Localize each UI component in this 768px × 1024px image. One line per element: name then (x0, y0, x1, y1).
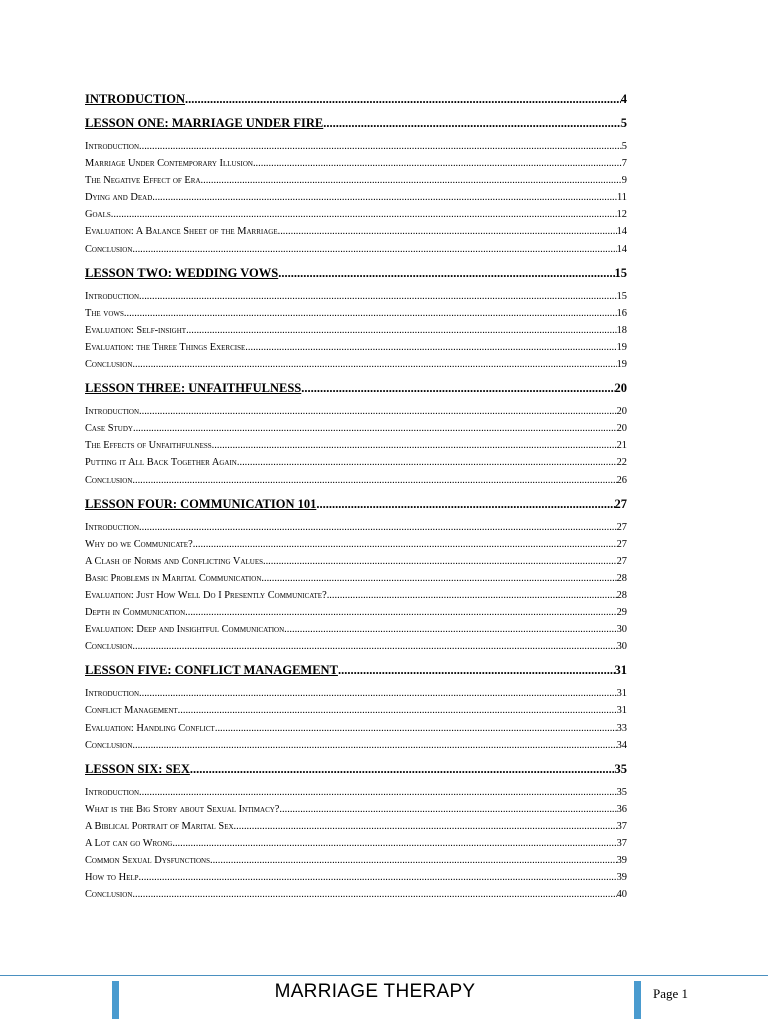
toc-lesson-heading[interactable] (85, 495, 627, 513)
toc-entry-title: Introduction (85, 688, 140, 700)
toc-entry-title: LESSON TWO: WEDDING VOWS (85, 265, 279, 280)
toc-entry[interactable] (85, 685, 627, 702)
toc-entry-title: Depth in Communication (85, 607, 186, 619)
toc-leader-dots (212, 437, 617, 454)
toc-page-number: 27 (616, 538, 627, 550)
toc-entry-title: Conclusion (85, 889, 133, 901)
toc-page-number: 34 (616, 739, 627, 751)
toc-entry-title: A Biblical Portrait of Marital Sex (85, 820, 234, 832)
toc-page-number: 15 (616, 290, 627, 302)
toc-page-number: 33 (616, 722, 627, 734)
toc-entry[interactable] (85, 536, 627, 553)
toc-page-number: 36 (616, 803, 627, 815)
toc-page-number: 9 (621, 175, 627, 187)
toc-entry[interactable] (85, 437, 627, 454)
toc-entry-title: LESSON ONE: MARRIAGE UNDER FIRE (85, 116, 324, 130)
toc-entry-title: Introduction (85, 786, 140, 798)
toc-page-number: 19 (616, 359, 627, 371)
toc-page-number: 27 (616, 521, 627, 533)
toc-entry[interactable] (85, 356, 627, 373)
toc-leader-dots (139, 685, 617, 702)
toc-leader-dots (186, 322, 617, 339)
toc-page-number: 30 (616, 624, 627, 636)
toc-lesson-heading[interactable] (85, 264, 627, 282)
toc-leader-dots (139, 138, 622, 155)
toc-entry[interactable] (85, 570, 627, 587)
toc-page-number: 35 (616, 786, 627, 798)
toc-leader-dots (323, 114, 621, 132)
toc-entry-title: Putting it All Back Together Again (85, 457, 237, 469)
toc-entry-title: Evaluation: the Three Things Exercise (85, 341, 246, 353)
toc-leader-dots (234, 818, 617, 835)
toc-leader-dots (215, 720, 617, 737)
toc-leader-dots (152, 189, 617, 206)
toc-page-number: 11 (616, 192, 627, 204)
toc-page-number: 20 (616, 406, 627, 418)
toc-leader-dots (338, 661, 615, 679)
toc-page-number: 28 (616, 589, 627, 601)
toc-page-number: 39 (616, 872, 627, 884)
toc-page-number: 37 (616, 838, 627, 849)
toc-entry[interactable] (85, 638, 627, 655)
toc-page-number: 37 (616, 820, 627, 832)
toc-entry[interactable] (85, 519, 627, 536)
toc-entry-title: Evaluation: Self-insight (85, 324, 187, 336)
toc-page-number: 22 (616, 457, 627, 469)
toc-page-number: 31 (616, 705, 627, 717)
toc-lesson-heading[interactable] (85, 661, 627, 679)
toc-page-number: 39 (616, 855, 627, 867)
footer-left-accent-bar (112, 981, 119, 1019)
toc-entry-title: LESSON FIVE: CONFLICT MANAGEMENT (85, 663, 338, 678)
toc-entry[interactable] (85, 702, 627, 719)
toc-leader-dots (278, 223, 617, 240)
toc-entry[interactable] (85, 720, 627, 737)
toc-page-number: 5 (620, 116, 627, 130)
toc-lesson-heading[interactable] (85, 760, 627, 778)
toc-leader-dots (132, 886, 616, 903)
toc-entry[interactable] (85, 403, 627, 420)
toc-lesson-heading[interactable] (85, 379, 627, 397)
toc-leader-dots (201, 172, 622, 189)
toc-leader-dots (132, 737, 616, 754)
toc-page-number: 20 (614, 381, 627, 396)
toc-entry[interactable] (85, 189, 627, 206)
toc-entry-title: A Clash of Norms and Conflicting Values (85, 555, 263, 567)
toc-entry[interactable] (85, 223, 627, 240)
toc-entry-title: Evaluation: Handling Conflict (85, 722, 215, 734)
toc-page-number: 27 (616, 555, 627, 567)
toc-page-number: 31 (616, 688, 627, 700)
toc-entry-title: Evaluation: Deep and Insightful Communication (85, 624, 285, 636)
toc-entry-title: Evaluation: Just How Well Do I Presently Communicate? (85, 589, 327, 601)
toc-entry[interactable] (85, 784, 627, 801)
toc-entry-title: Evaluation: A Balance Sheet of the Marriage (85, 226, 278, 238)
toc-entry-title: Conclusion (85, 243, 133, 255)
toc-lesson-heading[interactable] (85, 114, 627, 132)
toc-leader-dots (139, 869, 617, 886)
toc-entry[interactable] (85, 869, 627, 886)
toc-page-number: 21 (616, 440, 627, 452)
toc-entry[interactable] (85, 172, 627, 189)
toc-entry-title: A Lot can go Wrong (85, 838, 173, 849)
toc-entry-title: Marriage Under Contemporary Illusion (85, 158, 253, 170)
toc-entry-title: Dying and Dead (85, 192, 153, 204)
toc-entry-title: The vows (85, 307, 124, 319)
toc-entry-title: Introduction (85, 141, 140, 152)
toc-entry[interactable] (85, 305, 627, 322)
toc-entry-title: Introduction (85, 406, 140, 418)
toc-entry[interactable] (85, 818, 627, 835)
toc-entry[interactable] (85, 621, 627, 638)
toc-page-number: 4 (620, 92, 627, 106)
toc-entry[interactable] (85, 138, 627, 155)
footer-right-accent-bar (634, 981, 641, 1019)
footer-page-number: Page 1 (653, 986, 689, 1001)
toc-entry-title: Conclusion (85, 474, 133, 486)
toc-page-number: 27 (614, 496, 627, 511)
toc-page-number: 29 (616, 607, 627, 619)
toc-entry-title: LESSON FOUR: COMMUNICATION 101 (85, 496, 317, 511)
toc-entry-title: The Negative Effect of Era (85, 175, 201, 187)
toc-entry-title: LESSON THREE: UNFAITHFULNESS (85, 381, 302, 396)
toc-entry[interactable] (85, 454, 627, 471)
toc-leader-dots (261, 570, 616, 587)
toc-entry[interactable] (85, 852, 627, 869)
toc-leader-dots (278, 264, 614, 282)
toc-entry[interactable] (85, 587, 627, 604)
toc-leader-dots (284, 621, 616, 638)
toc-leader-dots (111, 206, 617, 223)
toc-leader-dots (245, 339, 616, 356)
toc-entry-title: Case Study (85, 423, 133, 435)
toc-entry-title: Basic Problems in Marital Communication (85, 572, 262, 584)
toc-entry[interactable] (85, 206, 627, 223)
toc-entry[interactable] (85, 155, 627, 172)
toc-page-number: 16 (616, 307, 627, 319)
toc-leader-dots (132, 356, 616, 373)
toc-leader-dots (124, 305, 617, 322)
toc-leader-dots (316, 495, 614, 513)
toc-entry[interactable] (85, 288, 627, 305)
toc-leader-dots (301, 379, 614, 397)
toc-page-number: 14 (616, 243, 627, 255)
toc-entry[interactable] (85, 322, 627, 339)
toc-page-number: 26 (616, 474, 627, 486)
toc-entry[interactable] (85, 835, 627, 852)
toc-entry[interactable] (85, 472, 627, 489)
toc-entry-title: Common Sexual Dysfunctions (85, 855, 210, 867)
toc-entry-title: Introduction (85, 290, 140, 302)
toc-page-number: 31 (614, 663, 627, 678)
toc-leader-dots (185, 90, 621, 108)
toc-entry[interactable] (85, 801, 627, 818)
toc-leader-dots (139, 403, 617, 420)
toc-entry[interactable] (85, 553, 627, 570)
toc-leader-dots (190, 760, 615, 778)
toc-leader-dots (193, 536, 617, 553)
toc-page-number: 30 (616, 641, 627, 653)
toc-entry[interactable] (85, 241, 627, 258)
toc-page-number: 35 (614, 761, 627, 776)
toc-page-number: 7 (621, 158, 627, 170)
toc-leader-dots (253, 155, 622, 172)
toc-entry[interactable] (85, 737, 627, 754)
toc-leader-dots (133, 420, 617, 437)
toc-leader-dots (172, 835, 616, 852)
toc-leader-dots (132, 472, 616, 489)
toc-entry-title: What is the Big Story about Sexual Intimacy? (85, 803, 280, 815)
toc-page-number: 40 (616, 889, 627, 901)
toc-entry[interactable] (85, 604, 627, 621)
footer-divider (0, 975, 768, 976)
toc-entry-title: Conclusion (85, 641, 133, 653)
toc-leader-dots (185, 604, 616, 621)
toc-leader-dots (210, 852, 617, 869)
toc-entry-title: Conclusion (85, 739, 133, 751)
toc-entry-title: Conflict Management (85, 705, 178, 717)
toc-leader-dots (263, 553, 617, 570)
toc-page-number: 19 (616, 341, 627, 353)
toc-entry-title: The Effects of Unfaithfulness (85, 440, 212, 452)
toc-page-number: 18 (616, 324, 627, 336)
toc-page-number: 20 (616, 423, 627, 435)
table-of-contents (85, 90, 627, 903)
toc-leader-dots (139, 519, 617, 536)
toc-page-number: 28 (616, 572, 627, 584)
toc-entry-title: LESSON SIX: SEX (85, 761, 190, 776)
toc-page-number: 12 (616, 209, 627, 221)
toc-entry-title: How to Help (85, 872, 139, 884)
footer-title: MARRIAGE THERAPY (274, 981, 476, 1002)
toc-lesson-heading[interactable] (85, 90, 627, 108)
toc-leader-dots (132, 638, 616, 655)
toc-entry[interactable] (85, 886, 627, 903)
toc-entry[interactable] (85, 339, 627, 356)
toc-page-number: 14 (616, 226, 627, 238)
toc-entry-title: Why do we Communicate? (85, 538, 193, 550)
toc-entry[interactable] (85, 420, 627, 437)
toc-entry-title: INTRODUCTION (85, 92, 186, 106)
toc-entry-title: Conclusion (85, 359, 133, 371)
toc-leader-dots (279, 801, 616, 818)
toc-leader-dots (237, 454, 617, 471)
toc-entry-title: Goals (85, 209, 111, 221)
toc-leader-dots (139, 288, 617, 305)
toc-page-number: 15 (614, 265, 627, 280)
toc-leader-dots (327, 587, 617, 604)
toc-leader-dots (139, 784, 617, 801)
toc-leader-dots (132, 241, 616, 258)
toc-entry-title: Introduction (85, 521, 140, 533)
toc-page-number: 5 (621, 141, 627, 152)
toc-leader-dots (178, 702, 617, 719)
